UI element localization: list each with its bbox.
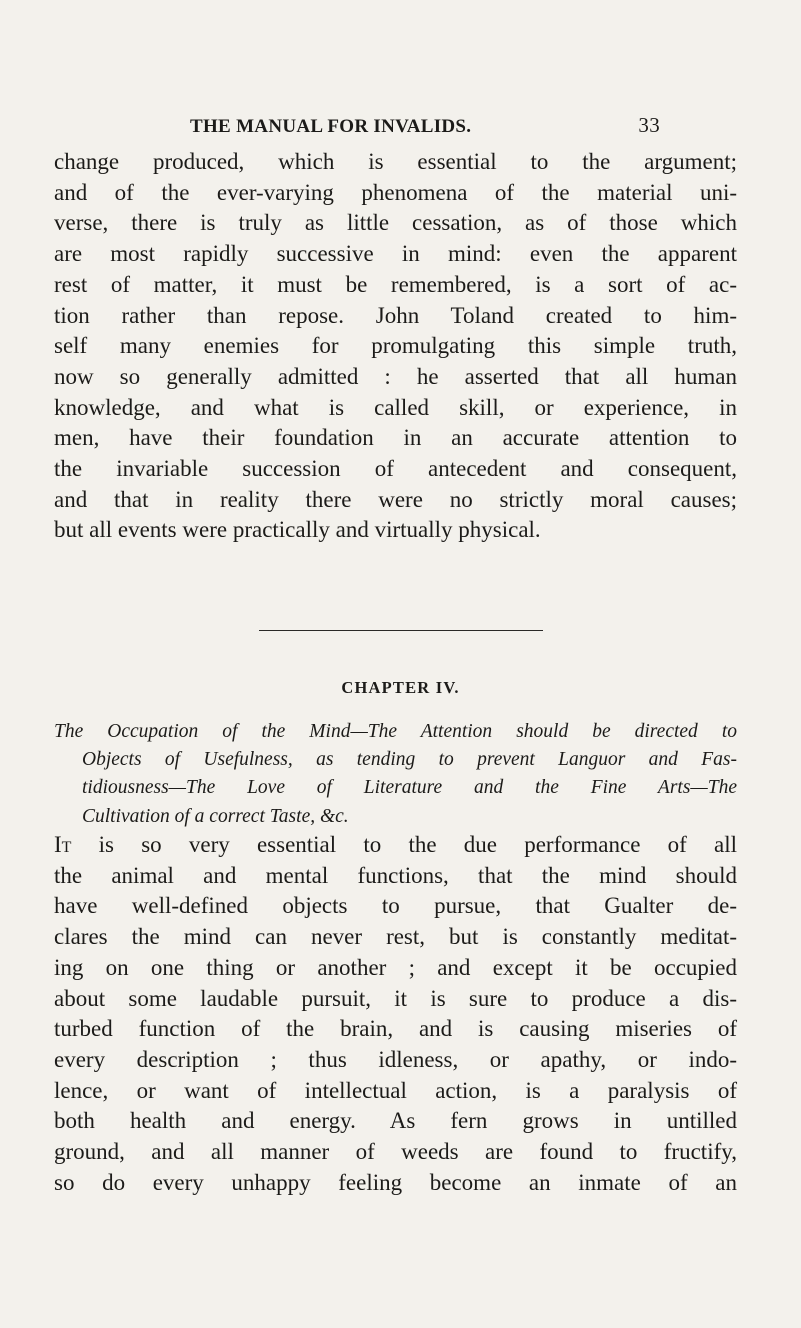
opening-line-text: is so very essential to the due performance of all (71, 832, 737, 857)
chapter-heading: CHAPTER IV. (341, 678, 460, 697)
text-line (54, 830, 737, 861)
text-line: but all events were practically and virtually physical. (54, 517, 541, 543)
text-line: turbed function of the brain, and is causing miseries of (54, 1016, 737, 1042)
text-line: every description ; thus idleness, or apathy, or indo- (54, 1046, 737, 1072)
synopsis-line: The Occupation of the Mind—The Attention should be directed to (54, 721, 737, 742)
synopsis-line: Cultivation of a correct Taste, &c. (82, 805, 349, 827)
synopsis-line: Objects of Usefulness, as tending to prevent Languor and Fas- (82, 749, 737, 771)
text-line: both health and energy. As fern grows in untilled (54, 1108, 737, 1134)
text-line: change produced, which is essential to the argument; (54, 149, 737, 174)
text-line: rest of matter, it must be remembered, is a sort of ac- (54, 271, 737, 297)
text-line: ground, and all manner of weeds are found to fructify, (54, 1139, 737, 1165)
text-line: ing on one thing or another ; and except it be occupied (54, 954, 737, 980)
text-line: so do every unhappy feeling become an inmate of an (54, 1169, 737, 1195)
text-line: verse, there is truly as little cessation, as of those which (54, 210, 737, 236)
paragraph-continued (54, 147, 737, 546)
text-line: clares the mind can never rest, but is constantly meditat- (54, 924, 737, 950)
text-line: and of the ever-varying phenomena of the material uni- (54, 179, 737, 205)
chapter-synopsis (54, 718, 737, 831)
text-line: now so generally admitted : he asserted that all human (54, 363, 737, 389)
text-line: self many enemies for promulgating this simple truth, (54, 333, 737, 359)
running-head-title: THE MANUAL FOR INVALIDS. (190, 116, 472, 137)
text-line: are most rapidly successive in mind: even the apparent (54, 241, 737, 267)
text-line: lence, or want of intellectual action, is a paralysis of (54, 1077, 737, 1103)
section-divider-rule (259, 630, 543, 631)
text-line: have well-defined objects to pursue, that Gualter de- (54, 893, 737, 919)
text-line: and that in reality there were no strictly moral causes; (54, 486, 737, 512)
text-line: knowledge, and what is called skill, or experience, in (54, 394, 737, 420)
text-line: the invariable succession of antecedent and consequent, (54, 456, 737, 482)
text-line: the animal and mental functions, that the mind should (54, 862, 737, 888)
synopsis-line: tidiousness—The Love of Literature and the Fine Arts—The (82, 777, 737, 799)
text-line: men, have their foundation in an accurate attention to (54, 425, 737, 451)
chapter-paragraph (54, 830, 737, 1198)
text-line: about some laudable pursuit, it is sure to produce a dis- (54, 985, 737, 1011)
page-number: 33 (638, 113, 660, 137)
opening-word: It (54, 832, 72, 857)
running-head (190, 113, 660, 143)
text-line: tion rather than repose. John Toland created to him- (54, 302, 737, 328)
